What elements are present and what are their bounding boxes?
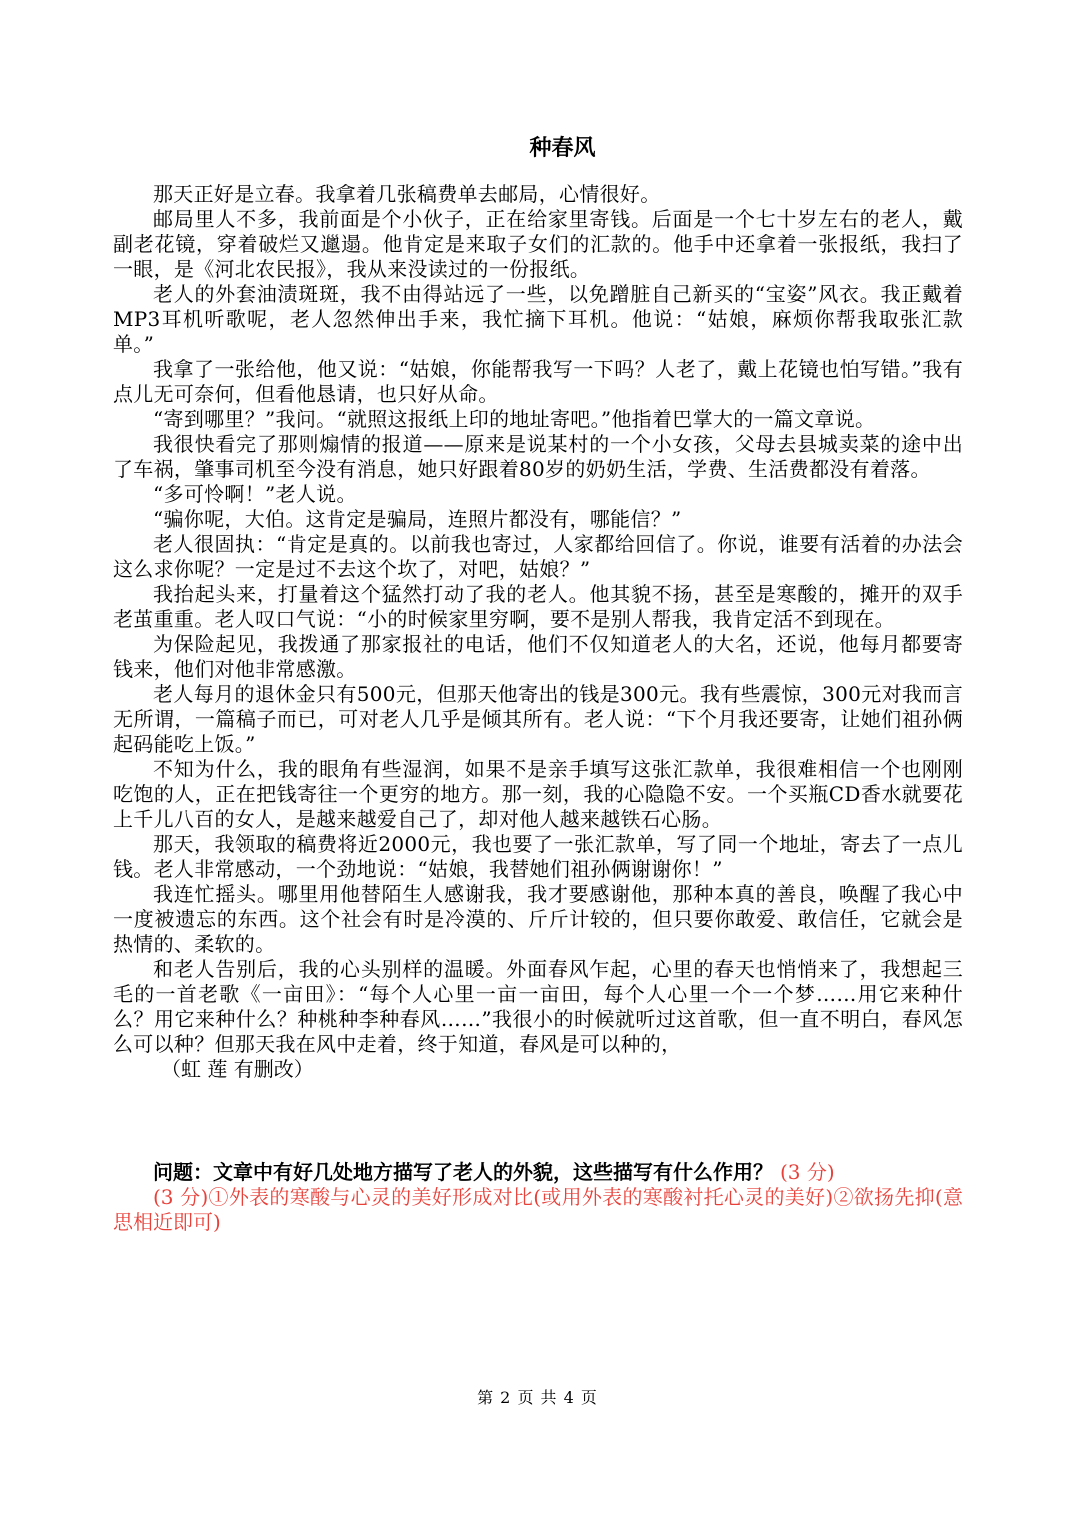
page-number: 第 2 页 共 4 页 xyxy=(477,1388,598,1407)
paragraph: 我很快看完了那则煽情的报道——原来是说某村的一个小女孩，父母去县城卖菜的途中出了车祸，肇事司机至今没有消息，她只好跟着80岁的奶奶生活，学费、生活费都没有着落。 xyxy=(113,432,963,481)
paragraph: 不知为什么，我的眼角有些湿润，如果不是亲手填写这张汇款单，我很难相信一个也刚刚吃饱的人，正在把钱寄往一个更穷的地方。那一刻，我的心隐隐不安。一个买瓶CD香水就要花上千儿八百的女人，是越来越爱自己了，却对他人越来越铁石心肠。 xyxy=(113,757,963,831)
paragraph: 老人很固执：“肯定是真的。以前我也寄过，人家都给回信了。你说，谁要有活着的办法会这么求你呢？一定是过不去这个坎了，对吧，姑娘？” xyxy=(113,532,963,581)
paragraph: 为保险起见，我拨通了那家报社的电话，他们不仅知道老人的大名，还说，他每月都要寄钱来，他们对他非常感激。 xyxy=(113,632,963,681)
question-score: (3 分) xyxy=(779,1160,835,1184)
paragraph: “寄到哪里？”我问。“就照这报纸上印的地址寄吧。”他指着巴掌大的一篇文章说。 xyxy=(153,407,876,431)
paragraph: “骗你呢，大伯。这肯定是骗局，连照片都没有，哪能信？” xyxy=(153,507,682,531)
paragraph: 老人每月的退休金只有500元，但那天他寄出的钱是300元。我有些震惊，300元对我而言无所谓，一篇稿子而已，可对老人几乎是倾其所有。老人说：“下个月我还要寄，让她们祖孙俩起码能吃上饭。” xyxy=(113,682,963,756)
article-body xyxy=(113,182,963,1082)
article-source: （虹 莲 有删改） xyxy=(161,1057,314,1081)
paragraph: 我连忙摇头。哪里用他替陌生人感谢我，我才要感谢他，那种本真的善良，唤醒了我心中一度被遗忘的东西。这个社会有时是冷漠的、斤斤计较的，但只要你敢爱、敢信任，它就会是热情的、柔软的。 xyxy=(113,882,963,956)
article-title: 种春风 xyxy=(529,136,596,161)
paragraph: 和老人告别后，我的心头别样的温暖。外面春风乍起，心里的春天也悄悄来了，我想起三毛的一首老歌《一亩田》：“每个人心里一亩一亩田，每个人心里一个一个梦……用它来种什么？用它来种什么？种桃种李种春风……”我很小的时候就听过这首歌，但一直不明白，春风怎么可以种？但那天我在风中走着，终于知道，春风是可以种的， xyxy=(113,957,963,1056)
paragraph: “多可怜啊！”老人说。 xyxy=(153,482,357,506)
paragraph: 老人的外套油渍斑斑，我不由得站远了一些，以免蹭脏自己新买的“宝姿”风衣。我正戴着MP3耳机听歌呢，老人忽然伸出手来，我忙摘下耳机。他说：“姑娘，麻烦你帮我取张汇款单。” xyxy=(113,282,963,356)
question-section xyxy=(113,1160,963,1235)
paragraph: 那天正好是立春。我拿着几张稿费单去邮局，心情很好。 xyxy=(153,182,661,206)
question-text xyxy=(113,1160,963,1185)
paragraph: 邮局里人不多，我前面是个小伙子，正在给家里寄钱。后面是一个七十岁左右的老人，戴副老花镜，穿着破烂又邋遢。他肯定是来取子女们的汇款的。他手中还拿着一张报纸，我扫了一眼，是《河北农民报》，我从来没读过的一份报纸。 xyxy=(113,207,963,281)
paragraph: 我抬起头来，打量着这个猛然打动了我的老人。他其貌不扬，甚至是寒酸的，摊开的双手老茧重重。老人叹口气说：“小的时候家里穷啊，要不是别人帮我，我肯定活不到现在。 xyxy=(113,582,963,631)
paragraph: 我拿了一张给他，他又说：“姑娘，你能帮我写一下吗？人老了，戴上花镜也怕写错。”我有点儿无可奈何，但看他恳请，也只好从命。 xyxy=(113,357,963,406)
answer-text: (3 分)①外表的寒酸与心灵的美好形成对比(或用外表的寒酸衬托心灵的美好)②欲扬先抑(意思相近即可) xyxy=(113,1185,963,1234)
paragraph: 那天，我领取的稿费将近2000元，我也要了一张汇款单，写了同一个地址，寄去了一点儿钱。老人非常感动，一个劲地说：“姑娘，我替她们祖孙俩谢谢你！” xyxy=(113,832,963,881)
question-prompt: 问题：文章中有好几处地方描写了老人的外貌，这些描写有什么作用？ xyxy=(153,1160,773,1184)
